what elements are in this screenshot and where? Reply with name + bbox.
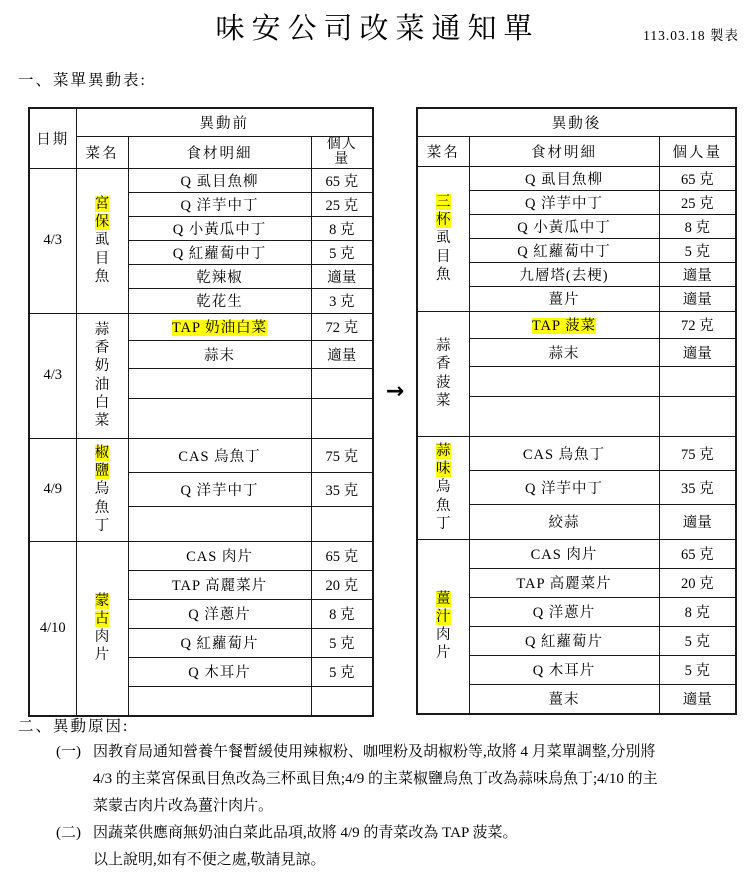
date-cell: 4/10 bbox=[29, 541, 76, 716]
amount-cell: 3 克 bbox=[311, 288, 373, 313]
amount-cell: 5 克 bbox=[659, 626, 736, 655]
amount-cell: 65 克 bbox=[311, 168, 373, 192]
ingredient-cell: Q 洋芋中丁 bbox=[128, 472, 311, 506]
date-cell: 4/3 bbox=[29, 168, 76, 313]
arrow-column bbox=[374, 107, 416, 717]
dish-name-segment: 蒜味 bbox=[436, 443, 451, 478]
reason-line: 以上說明,如有不便之處,敬請見諒。 bbox=[93, 852, 326, 868]
amount-cell: 35 克 bbox=[311, 472, 373, 506]
dish-name-segment: 肉片 bbox=[94, 629, 110, 664]
ingredient-cell: Q 虱目魚柳 bbox=[469, 166, 659, 190]
ingredient-cell: CAS 肉片 bbox=[128, 541, 311, 570]
table-row bbox=[29, 168, 373, 192]
after-table-body bbox=[417, 166, 736, 714]
ingredient-cell: Q 洋蔥片 bbox=[128, 599, 311, 628]
dish-name-segment: 三杯 bbox=[436, 194, 451, 229]
dish-name bbox=[436, 442, 451, 533]
ingredient-cell: Q 洋芋中丁 bbox=[128, 192, 311, 216]
amount-cell: 25 克 bbox=[311, 192, 373, 216]
dish-name-segment: 虱目魚 bbox=[94, 232, 110, 285]
table-header-row bbox=[29, 108, 373, 136]
amount-cell: 65 克 bbox=[659, 539, 736, 568]
ingredient-cell: TAP 高麗菜片 bbox=[128, 570, 311, 599]
dish-name bbox=[94, 592, 109, 665]
amount-cell bbox=[311, 398, 373, 438]
dish-column-header: 菜名 bbox=[76, 136, 128, 168]
amount-cell: 20 克 bbox=[659, 568, 736, 597]
section2-heading: 二、異動原因: bbox=[18, 718, 130, 735]
ingredient-cell: Q 紅蘿蔔中丁 bbox=[128, 240, 311, 264]
reason-item bbox=[56, 739, 745, 820]
ingredient-cell: Q 洋蔥片 bbox=[469, 597, 659, 626]
dish-name bbox=[94, 195, 109, 286]
amount-cell: 25 克 bbox=[659, 190, 736, 214]
ingredient-cell bbox=[128, 398, 311, 438]
date-note: 113.03.18 製表 bbox=[643, 28, 739, 43]
dish-cell bbox=[417, 166, 469, 311]
ingredient-cell: CAS 烏魚丁 bbox=[469, 436, 659, 470]
ingredient-cell: Q 紅蘿蔔片 bbox=[128, 628, 311, 657]
amount-cell: 20 克 bbox=[311, 570, 373, 599]
ingredient-cell: Q 洋芋中丁 bbox=[469, 470, 659, 504]
amount-cell: 75 克 bbox=[311, 438, 373, 472]
amount-cell: 65 克 bbox=[659, 166, 736, 190]
amount-cell: 適量 bbox=[659, 338, 736, 366]
highlighted-ingredient: TAP 菠菜 bbox=[531, 318, 597, 334]
amount-cell: 8 克 bbox=[311, 216, 373, 240]
dish-name-segment: 虱目魚 bbox=[436, 230, 451, 283]
amount-cell bbox=[311, 686, 373, 716]
dish-cell bbox=[417, 436, 469, 539]
amount-cell: 8 克 bbox=[659, 597, 736, 626]
dish-name-segment: 肉片 bbox=[436, 627, 451, 662]
amount-cell: 適量 bbox=[659, 684, 736, 714]
amount-cell bbox=[659, 396, 736, 436]
ingredient-cell bbox=[469, 366, 659, 396]
dish-name-segment: 椒鹽 bbox=[94, 445, 110, 480]
ingredient-cell: 九層塔(去梗) bbox=[469, 262, 659, 286]
amount-cell: 65 克 bbox=[311, 541, 373, 570]
table-header-row bbox=[417, 108, 736, 136]
reason-text bbox=[93, 739, 745, 820]
reason-text bbox=[93, 820, 745, 874]
reason-item bbox=[56, 820, 745, 874]
menu-change-table-area bbox=[28, 107, 737, 717]
table-header-row bbox=[29, 136, 373, 168]
dish-cell bbox=[76, 313, 128, 438]
dish-name-segment: 薑汁 bbox=[436, 591, 451, 626]
dish-cell bbox=[417, 539, 469, 714]
dish-name bbox=[436, 337, 451, 410]
dish-name-segment: 蒜香菠菜 bbox=[436, 338, 451, 409]
amount-cell: 適量 bbox=[659, 286, 736, 311]
before-table-body bbox=[29, 168, 373, 716]
table-row bbox=[417, 436, 736, 470]
ingredient-cell: Q 紅蘿蔔中丁 bbox=[469, 238, 659, 262]
reason-line: 菜蒙古肉片改為薑汁肉片。 bbox=[93, 798, 274, 814]
date-column-header: 日期 bbox=[29, 108, 76, 168]
dish-name-segment: 宮保 bbox=[94, 196, 110, 231]
table-row bbox=[29, 313, 373, 340]
table-row bbox=[417, 311, 736, 338]
amount-cell: 75 克 bbox=[659, 436, 736, 470]
section1-heading: 一、菜單異動表: bbox=[18, 72, 147, 89]
table-row bbox=[29, 541, 373, 570]
amount-cell: 8 克 bbox=[659, 214, 736, 238]
date-cell: 4/9 bbox=[29, 438, 76, 541]
amount-cell bbox=[311, 368, 373, 398]
ingredient-column-header: 食材明細 bbox=[469, 136, 659, 166]
ingredient-cell: Q 紅蘿蔔片 bbox=[469, 626, 659, 655]
amount-cell: 適量 bbox=[311, 340, 373, 368]
dish-name bbox=[94, 444, 109, 535]
page-title: 味安公司改菜通知單 bbox=[215, 13, 540, 45]
ingredient-cell: 乾辣椒 bbox=[128, 264, 311, 288]
reason-label: (一) bbox=[56, 744, 81, 760]
ingredient-column-header: 食材明細 bbox=[128, 136, 311, 168]
ingredient-cell bbox=[128, 368, 311, 398]
ingredient-cell: Q 洋芋中丁 bbox=[469, 190, 659, 214]
ingredient-cell: CAS 肉片 bbox=[469, 539, 659, 568]
dish-name bbox=[94, 321, 109, 430]
reason-line: 4/3 的主菜宮保虱目魚改為三杯虱目魚;4/9 的主菜椒鹽烏魚丁改為蒜味烏魚丁;4/10 的主 bbox=[93, 771, 658, 787]
reason-line: 因教育局通知營養午餐暫緩使用辣椒粉、咖哩粉及胡椒粉等,故將 4 月菜單調整,分別將 bbox=[93, 744, 656, 760]
ingredient-cell: TAP 高麗菜片 bbox=[469, 568, 659, 597]
ingredient-cell: CAS 烏魚丁 bbox=[128, 438, 311, 472]
dish-name bbox=[436, 590, 451, 663]
ingredient-cell bbox=[128, 506, 311, 541]
dish-cell bbox=[417, 311, 469, 436]
amount-cell: 5 克 bbox=[659, 238, 736, 262]
dish-name-segment: 蒜香奶油白菜 bbox=[94, 322, 110, 429]
right-arrow-icon: → bbox=[385, 379, 405, 404]
ingredient-cell: Q 虱目魚柳 bbox=[128, 168, 311, 192]
ingredient-cell bbox=[469, 396, 659, 436]
amount-column-header: 個人量 bbox=[311, 136, 373, 168]
amount-cell bbox=[311, 506, 373, 541]
amount-cell bbox=[659, 366, 736, 396]
ingredient-cell: 蒜末 bbox=[469, 338, 659, 366]
amount-cell: 5 克 bbox=[659, 655, 736, 684]
reason-section bbox=[18, 714, 745, 874]
amount-cell: 5 克 bbox=[311, 657, 373, 686]
amount-cell: 適量 bbox=[659, 262, 736, 286]
amount-cell: 適量 bbox=[659, 504, 736, 539]
after-group-header: 異動後 bbox=[417, 108, 736, 136]
table-row bbox=[417, 166, 736, 190]
highlighted-ingredient: TAP 奶油白菜 bbox=[171, 320, 268, 336]
reason-label: (二) bbox=[56, 825, 81, 841]
dish-name-segment: 烏魚丁 bbox=[436, 479, 451, 532]
ingredient-cell: Q 木耳片 bbox=[128, 657, 311, 686]
ingredient-cell: Q 小黃瓜中丁 bbox=[128, 216, 311, 240]
amount-cell: 適量 bbox=[311, 264, 373, 288]
menu-table-after bbox=[416, 107, 737, 715]
amount-cell: 72 克 bbox=[659, 311, 736, 338]
amount-cell: 35 克 bbox=[659, 470, 736, 504]
ingredient-cell: 薑片 bbox=[469, 286, 659, 311]
ingredient-cell bbox=[128, 313, 311, 340]
table-row bbox=[29, 438, 373, 472]
amount-cell: 5 克 bbox=[311, 240, 373, 264]
dish-cell bbox=[76, 541, 128, 716]
dish-cell bbox=[76, 168, 128, 313]
table-row bbox=[417, 539, 736, 568]
dish-column-header: 菜名 bbox=[417, 136, 469, 166]
reason-line: 因蔬菜供應商無奶油白菜此品項,故將 4/9 的青菜改為 TAP 菠菜。 bbox=[93, 825, 518, 841]
ingredient-cell: 薑末 bbox=[469, 684, 659, 714]
ingredient-cell: 蒜末 bbox=[128, 340, 311, 368]
amount-cell: 5 克 bbox=[311, 628, 373, 657]
before-group-header: 異動前 bbox=[76, 108, 373, 136]
dish-name bbox=[436, 193, 451, 284]
amount-cell: 72 克 bbox=[311, 313, 373, 340]
ingredient-cell: Q 木耳片 bbox=[469, 655, 659, 684]
dish-cell bbox=[76, 438, 128, 541]
date-cell: 4/3 bbox=[29, 313, 76, 438]
dish-name-segment: 烏魚丁 bbox=[94, 481, 110, 534]
dish-name-segment: 蒙古 bbox=[94, 593, 110, 628]
ingredient-cell: 乾花生 bbox=[128, 288, 311, 313]
amount-cell: 8 克 bbox=[311, 599, 373, 628]
menu-table-before bbox=[28, 107, 374, 717]
amount-column-header: 個人量 bbox=[659, 136, 736, 166]
ingredient-cell: 絞蒜 bbox=[469, 504, 659, 539]
ingredient-cell bbox=[469, 311, 659, 338]
table-header-row bbox=[417, 136, 736, 166]
ingredient-cell: Q 小黃瓜中丁 bbox=[469, 214, 659, 238]
ingredient-cell bbox=[128, 686, 311, 716]
